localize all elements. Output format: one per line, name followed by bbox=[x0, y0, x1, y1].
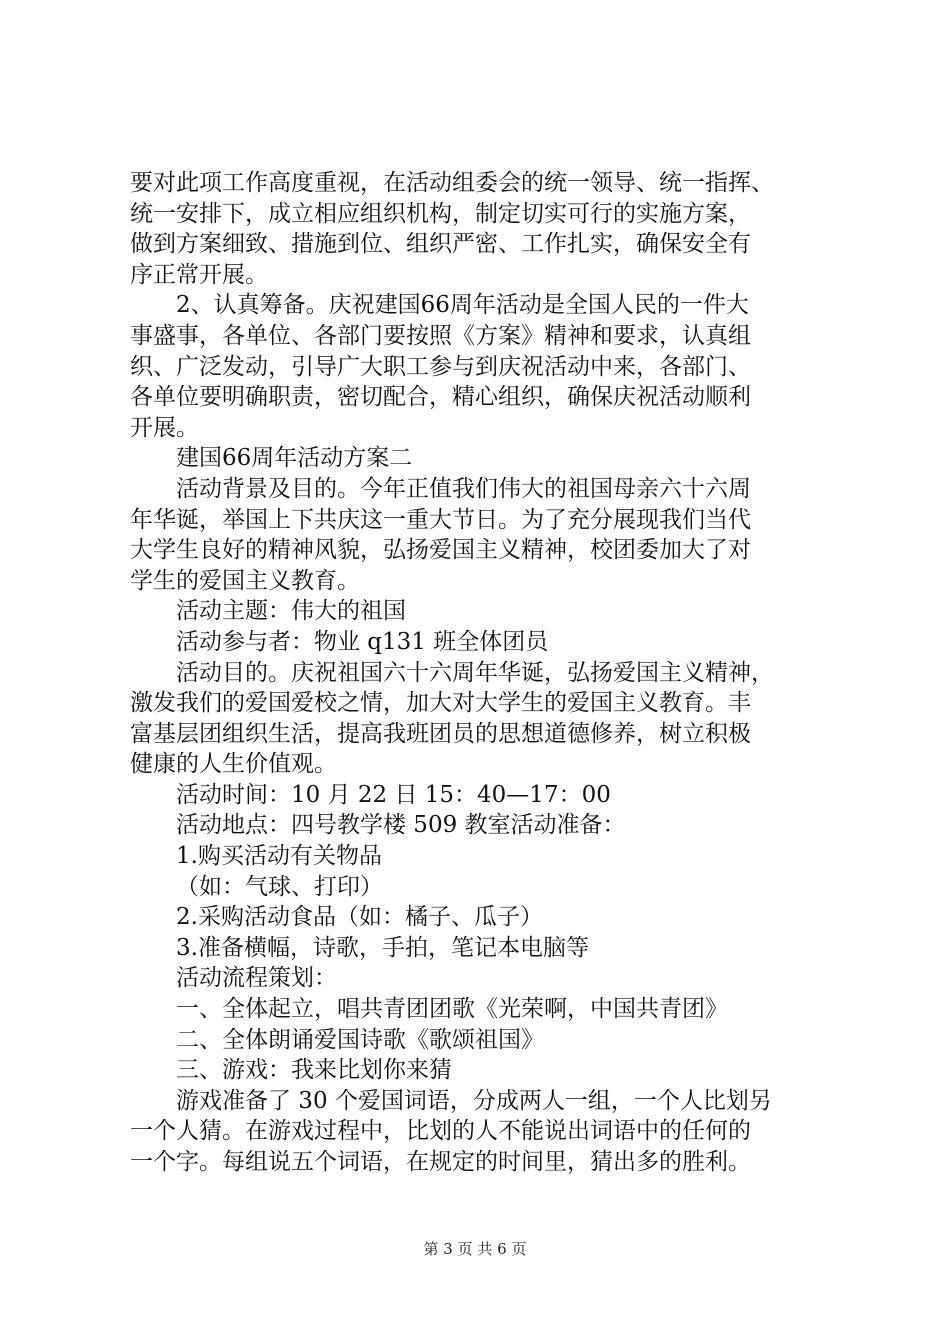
text-line: 各单位要明确职责，密切配合，精心组织，确保庆祝活动顺利 bbox=[130, 384, 751, 411]
text-line: 健康的人生价值观。 bbox=[130, 751, 337, 778]
document-body bbox=[130, 168, 830, 1178]
text-line: 1.购买活动有关物品 bbox=[176, 843, 382, 870]
text-line: 建国66周年活动方案二 bbox=[176, 445, 413, 472]
text-line: 要对此项工作高度重视，在活动组委会的统一领导、统一指挥、 bbox=[130, 170, 774, 196]
text-line: 开展。 bbox=[130, 414, 199, 441]
text-line: 三、游戏：我来比划你来猜 bbox=[176, 1057, 452, 1084]
text-line: 二、全体朗诵爱国诗歌《歌颂祖国》 bbox=[176, 1026, 544, 1053]
text-line: 序正常开展。 bbox=[130, 261, 268, 288]
text-line: 活动背景及目的。今年正值我们伟大的祖国母亲六十六周 bbox=[176, 475, 751, 502]
text-line: 富基层团组织生活，提高我班团员的思想道德修养，树立积极 bbox=[130, 720, 751, 747]
text-line: 做到方案细致、措施到位、组织严密、工作扎实，确保安全有 bbox=[130, 231, 751, 258]
text-line: （如：气球、打印） bbox=[176, 873, 383, 900]
text-line: 激发我们的爱国爱校之情，加大对大学生的爱国主义教育。丰 bbox=[130, 690, 751, 717]
text-line: 2、认真筹备。庆祝建国66周年活动是全国人民的一件大 bbox=[176, 292, 749, 319]
text-line: 事盛事，各单位、各部门要按照《方案》精神和要求，认真组 bbox=[130, 322, 751, 349]
text-line: 活动参与者：物业 q131 班全体团员 bbox=[176, 628, 549, 655]
text-line: 统一安排下，成立相应组织机构，制定切实可行的实施方案， bbox=[130, 200, 751, 227]
text-line: 活动主题：伟大的祖国 bbox=[176, 598, 406, 625]
text-line: 大学生良好的精神风貌，弘扬爱国主义精神，校团委加大了对 bbox=[130, 537, 751, 564]
text-line: 游戏准备了 30 个爱国词语，分成两人一组，一个人比划另 bbox=[176, 1087, 772, 1114]
text-line: 一个人猜。在游戏过程中，比划的人不能说出词语中的任何的 bbox=[130, 1118, 751, 1145]
text-line: 活动目的。庆祝祖国六十六周年华诞，弘扬爱国主义精神， bbox=[176, 659, 774, 686]
text-line: 年华诞，举国上下共庆这一重大节日。为了充分展现我们当代 bbox=[130, 506, 751, 533]
text-line: 活动时间：10 月 22 日 15：40—17：00 bbox=[176, 781, 611, 808]
text-line: 一、全体起立，唱共青团团歌《光荣啊，中国共青团》 bbox=[176, 996, 728, 1023]
text-line: 一个字。每组说五个词语，在规定的时间里，猜出多的胜利。 bbox=[130, 1149, 751, 1175]
text-line: 2.采购活动食品（如：橘子、瓜子） bbox=[176, 904, 543, 931]
text-line: 3.准备横幅，诗歌，手拍，笔记本电脑等 bbox=[176, 934, 589, 961]
text-line: 织、广泛发动，引导广大职工参与到庆祝活动中来，各部门、 bbox=[130, 353, 751, 380]
page-footer: 第 3 页 共 6 页 bbox=[423, 1240, 527, 1258]
text-line: 活动流程策划： bbox=[176, 965, 337, 992]
text-line: 学生的爱国主义教育。 bbox=[130, 567, 360, 594]
text-line: 活动地点：四号教学楼 509 教室活动准备： bbox=[176, 812, 626, 839]
